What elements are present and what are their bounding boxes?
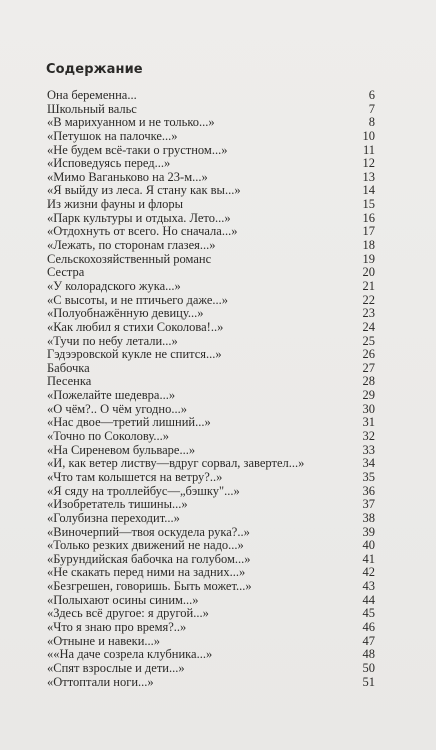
toc-entry-page-number: 20 [362, 265, 375, 280]
toc-entry-title: Песенка [47, 374, 92, 389]
toc-entry-title: «Мимо Ваганьково на 23-м...» [47, 169, 208, 184]
toc-entry [47, 294, 375, 308]
toc-entry-page-number: 7 [368, 101, 375, 116]
toc-entry-page-number: 28 [362, 374, 375, 389]
toc-entry [47, 157, 375, 171]
toc-entry [47, 239, 375, 253]
toc-entry-title: «Виночерпий—твоя оскудела рука?..» [47, 524, 250, 539]
toc-entry [47, 362, 375, 376]
toc-entry-page-number: 32 [362, 429, 375, 444]
table-of-contents [47, 89, 375, 689]
toc-entry-page-number: 13 [362, 169, 375, 184]
toc-entry [47, 648, 375, 662]
toc-entry [47, 566, 375, 580]
toc-entry [47, 444, 375, 458]
toc-entry-title: «Бурундийская бабочка на голубом...» [47, 551, 251, 566]
toc-entry-page-number: 43 [362, 579, 375, 594]
toc-entry [47, 307, 375, 321]
toc-entry [47, 539, 375, 553]
toc-entry [47, 553, 375, 567]
toc-entry-page-number: 41 [362, 551, 375, 566]
toc-entry-page-number: 25 [362, 333, 375, 348]
toc-entry-page-number: 22 [362, 292, 375, 307]
toc-entry [47, 621, 375, 635]
toc-entry-title: «Парк культуры и отдыха. Лето...» [47, 210, 231, 225]
toc-entry-title: «Исповедуясь перед...» [47, 156, 171, 171]
toc-entry-page-number: 44 [362, 592, 375, 607]
toc-entry-page-number: 37 [362, 497, 375, 512]
toc-entry-title: «Здесь всё другое: я другой...» [47, 606, 209, 621]
toc-entry-page-number: 24 [362, 319, 375, 334]
toc-entry [47, 526, 375, 540]
toc-entry-title: «Отдохнуть от всего. Но сначала...» [47, 224, 238, 239]
toc-entry-title: Бабочка [47, 360, 90, 375]
toc-entry [47, 335, 375, 349]
toc-entry [47, 580, 375, 594]
toc-entry [47, 198, 375, 212]
toc-entry-title: «Оттоптали ноги...» [47, 674, 154, 689]
toc-entry-title: «Точно по Соколову...» [47, 429, 169, 444]
toc-entry-page-number: 19 [362, 251, 375, 266]
toc-entry [47, 266, 375, 280]
toc-entry-page-number: 17 [362, 224, 375, 239]
toc-entry [47, 212, 375, 226]
toc-entry-page-number: 34 [362, 456, 375, 471]
toc-entry-title: «Безгрешен, говоришь. Быть может...» [47, 579, 252, 594]
toc-entry [47, 457, 375, 471]
toc-entry-page-number: 15 [362, 197, 375, 212]
toc-entry-page-number: 6 [368, 88, 375, 102]
toc-entry [47, 130, 375, 144]
toc-entry [47, 662, 375, 676]
toc-entry-title: «У колорадского жука...» [47, 278, 181, 293]
toc-entry [47, 416, 375, 430]
toc-entry [47, 116, 375, 130]
toc-entry-page-number: 39 [362, 524, 375, 539]
toc-entry-title: «О чём?.. О чём угодно...» [47, 401, 187, 416]
toc-entry-page-number: 38 [362, 510, 375, 525]
toc-entry [47, 389, 375, 403]
toc-entry [47, 348, 375, 362]
toc-entry-page-number: 31 [362, 415, 375, 430]
toc-entry-title: «Не будем всё-таки о грустном...» [47, 142, 228, 157]
toc-entry-page-number: 14 [362, 183, 375, 198]
toc-entry-page-number: 27 [362, 360, 375, 375]
toc-entry [47, 103, 375, 117]
toc-entry [47, 430, 375, 444]
toc-entry [47, 676, 375, 690]
toc-entry [47, 635, 375, 649]
toc-entry-page-number: 8 [368, 115, 375, 130]
toc-entry-page-number: 40 [362, 538, 375, 553]
toc-entry [47, 403, 375, 417]
toc-entry [47, 607, 375, 621]
toc-entry-title: ««На даче созрела клубника...» [47, 647, 213, 662]
toc-entry-title: «Лежать, по сторонам глазея...» [47, 238, 216, 253]
toc-entry-title: «Пожелайте шедевра...» [47, 388, 176, 403]
page-title: Содержание [46, 62, 143, 77]
toc-entry [47, 471, 375, 485]
toc-entry-page-number: 48 [362, 647, 375, 662]
toc-entry-title: «Нас двое—третий лишний...» [47, 415, 211, 430]
toc-entry-title: «Изобретатель тишины...» [47, 497, 188, 512]
toc-entry-page-number: 30 [362, 401, 375, 416]
toc-entry-page-number: 33 [362, 442, 375, 457]
toc-entry-page-number: 23 [362, 306, 375, 321]
toc-entry [47, 253, 375, 267]
toc-entry-page-number: 50 [362, 660, 375, 675]
toc-entry [47, 498, 375, 512]
toc-entry-page-number: 21 [362, 278, 375, 293]
toc-entry-title: «Петушок на палочке...» [47, 128, 178, 143]
toc-entry [47, 89, 375, 103]
toc-entry-title: «И, как ветер листву—вдруг сорвал, завертел...» [47, 456, 305, 471]
toc-entry-title: «Я сяду на троллейбус—„бэшку"...» [47, 483, 240, 498]
toc-entry-title: Она беременна... [47, 88, 137, 102]
toc-entry-title: «Полуобнажённую девицу...» [47, 306, 204, 321]
toc-entry-title: «На Сиреневом бульваре...» [47, 442, 196, 457]
toc-entry [47, 184, 375, 198]
toc-entry [47, 171, 375, 185]
toc-entry-page-number: 26 [362, 347, 375, 362]
toc-entry-page-number: 46 [362, 619, 375, 634]
toc-entry-title: «Спят взрослые и дети...» [47, 660, 185, 675]
toc-entry-title: «Что там колышется на ветру?..» [47, 469, 223, 484]
toc-entry-page-number: 51 [362, 674, 375, 689]
toc-entry-title: Гэдээровской кукле не спится...» [47, 347, 222, 362]
toc-entry-page-number: 10 [362, 128, 375, 143]
toc-entry [47, 321, 375, 335]
toc-entry [47, 512, 375, 526]
toc-entry-title: «Что я знаю про время?..» [47, 619, 187, 634]
toc-entry [47, 594, 375, 608]
toc-entry-title: Сестра [47, 265, 85, 280]
toc-entry-page-number: 12 [362, 156, 375, 171]
toc-entry-title: «В марихуанном и не только...» [47, 115, 215, 130]
toc-entry [47, 144, 375, 158]
toc-entry-page-number: 42 [362, 565, 375, 580]
toc-entry-title: «С высоты, и не птичьего даже...» [47, 292, 229, 307]
toc-entry-title: «Как любил я стихи Соколова!..» [47, 319, 224, 334]
toc-entry-title: «Отныне и навеки...» [47, 633, 161, 648]
toc-entry-title: Школьный вальс [47, 101, 137, 116]
toc-entry-title: «Я выйду из леса. Я стану как вы...» [47, 183, 241, 198]
toc-entry-page-number: 18 [362, 238, 375, 253]
toc-entry [47, 485, 375, 499]
toc-entry-page-number: 45 [362, 606, 375, 621]
toc-entry-title: «Не скакать перед ними на задних...» [47, 565, 246, 580]
toc-entry-title: «Тучи по небу летали...» [47, 333, 178, 348]
toc-entry-page-number: 29 [362, 388, 375, 403]
toc-entry-title: «Только резких движений не надо...» [47, 538, 244, 553]
toc-entry-page-number: 47 [362, 633, 375, 648]
toc-entry [47, 225, 375, 239]
toc-entry-title: «Голубизна переходит...» [47, 510, 180, 525]
toc-entry [47, 375, 375, 389]
toc-entry-page-number: 11 [362, 142, 375, 157]
toc-entry-page-number: 35 [362, 469, 375, 484]
toc-entry-page-number: 16 [362, 210, 375, 225]
toc-entry [47, 280, 375, 294]
toc-entry-title: «Полыхают осины синим...» [47, 592, 199, 607]
toc-entry-title: Из жизни фауны и флоры [47, 197, 184, 212]
toc-entry-title: Сельскохозяйственный романс [47, 251, 212, 266]
toc-entry-page-number: 36 [362, 483, 375, 498]
